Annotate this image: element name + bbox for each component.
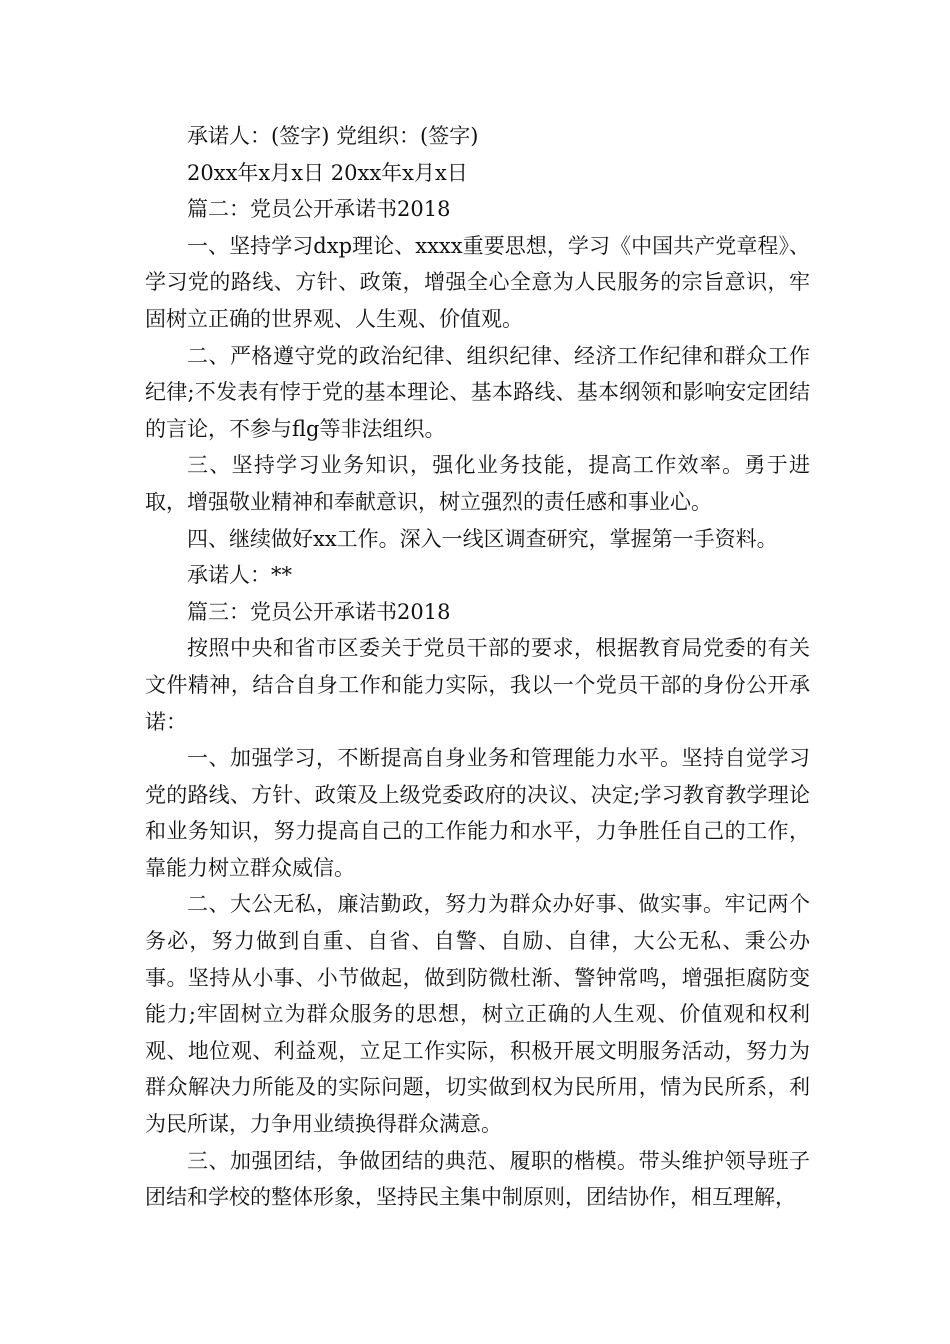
section-heading-3: 篇三：党员公开承诺书2018	[187, 599, 451, 624]
paragraph: 一、坚持学习dxp理论、xxxx重要思想，学习《中国共产党章程》、学习党的路线、方针、政策，增强全心全意为人民服务的宗旨意识，牢固树立正确的世界观、人生观、价值观。	[145, 233, 810, 331]
document-body	[145, 118, 810, 1216]
paragraph: 三、坚持学习业务知识，强化业务技能，提高工作效率。勇于进取，增强敬业精神和奉献意识，树立强烈的责任感和事业心。	[145, 453, 810, 514]
paragraph: 三、加强团结，争做团结的典范、履职的楷模。带头维护领导班子团结和学校的整体形象，坚持民主集中制原则，团结协作，相互理解，	[145, 1148, 810, 1210]
paragraph: 一、加强学习，不断提高自身业务和管理能力水平。坚持自觉学习党的路线、方针、政策及上级党委政府的决议、决定;学习教育教学理论和业务知识，努力提高自己的工作能力和水平，力争胜任自己的工作，靠能力树立群众威信。	[145, 746, 810, 880]
signature-line: 承诺人：(签字) 党组织：(签字)	[187, 124, 479, 148]
paragraph: 二、大公无私，廉洁勤政，努力为群众办好事、做实事。牢记两个务必，努力做到自重、自省、自警、自励、自律，大公无私、秉公办事。坚持从小事、小节做起，做到防微杜渐、警钟常鸣，增强拒腐防变能力;牢固树立为群众服务的思想，树立正确的人生观、价值观和权利观、地位观、利益观，立足工作实际，积极开展文明服务活动，努力为群众解决力所能及的实际问题，切实做到权为民所用，情为民所系，利为民所谋，力争用业绩换得群众满意。	[145, 892, 810, 1137]
paragraph: 按照中央和省市区委关于党员干部的要求，根据教育局党委的有关文件精神，结合自身工作和能力实际，我以一个党员干部的身份公开承诺：	[145, 636, 810, 734]
signature-line: 承诺人：**	[187, 563, 292, 588]
paragraph: 二、严格遵守党的政治纪律、组织纪律、经济工作纪律和群众工作纪律;不发表有悖于党的基本理论、基本路线、基本纲领和影响安定团结的言论，不参与flg等非法组织。	[145, 343, 810, 441]
paragraph: 四、继续做好xx工作。深入一线区调查研究，掌握第一手资料。	[187, 526, 778, 551]
section-heading-2: 篇二：党员公开承诺书2018	[187, 197, 451, 222]
date-line: 20xx年x月x日 20xx年x月x日	[187, 160, 468, 185]
